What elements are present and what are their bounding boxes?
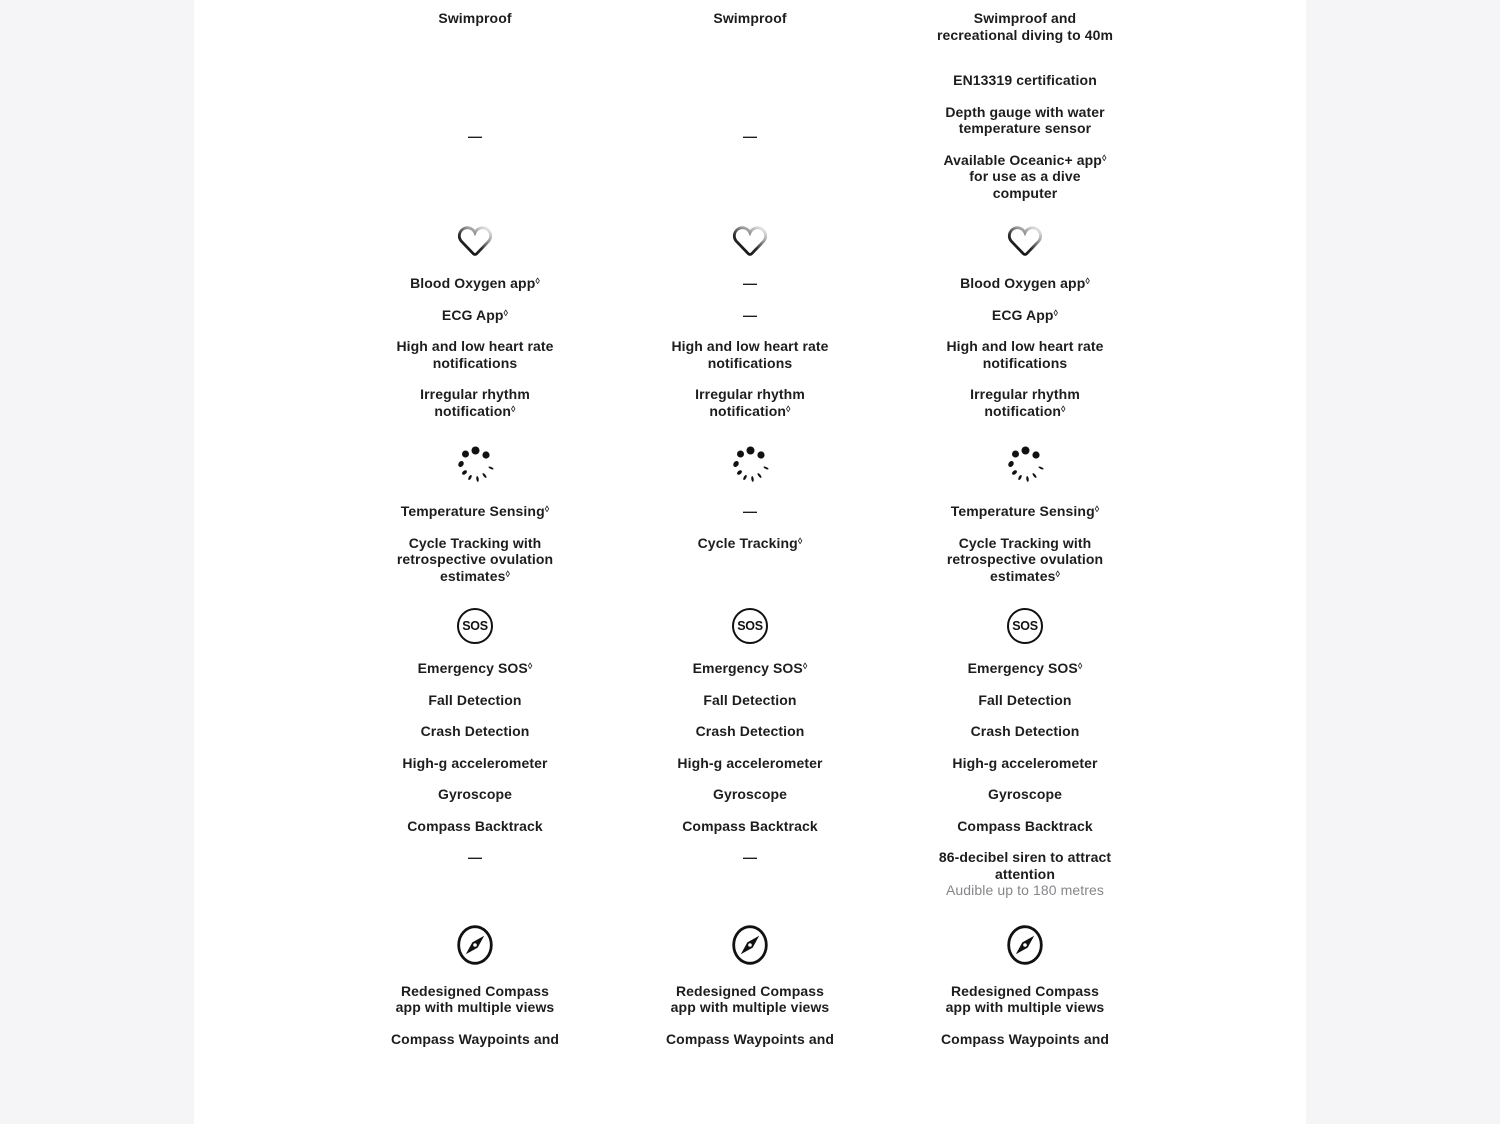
- feature-cell: [888, 723, 1163, 740]
- icon-cell: [888, 608, 1163, 644]
- feature-text: Temperature Sensing◊: [950, 503, 1100, 519]
- row-heart-rate-notifications: [194, 338, 1306, 371]
- feature-text: Emergency SOS◊: [692, 660, 808, 676]
- feature-cell: [888, 786, 1163, 803]
- feature-text: Compass Backtrack: [407, 817, 543, 834]
- feature-cell: [613, 786, 888, 803]
- feature-cell: [338, 723, 613, 740]
- feature-text: Compass Backtrack: [957, 817, 1093, 834]
- feature-text: Compass Waypoints and: [390, 1030, 560, 1047]
- feature-cell: [338, 503, 613, 520]
- feature-text: Gyroscope: [712, 786, 788, 802]
- temperature-sensing-icon: [730, 443, 771, 487]
- icon-cell: [338, 923, 613, 967]
- feature-cell: [338, 307, 613, 324]
- feature-text: Temperature Sensing◊: [400, 503, 550, 519]
- feature-cell: [888, 818, 1163, 835]
- dash-placeholder: —: [742, 849, 758, 865]
- row-swimproof: [194, 10, 1306, 43]
- feature-cell: [888, 660, 1163, 677]
- feature-text: Gyroscope: [987, 786, 1063, 802]
- feature-text: Compass Backtrack: [682, 817, 818, 834]
- row-compass-icons: [194, 923, 1306, 967]
- feature-cell: [338, 10, 613, 27]
- feature-cell: [338, 660, 613, 677]
- feature-text: High-g accelerometer: [952, 754, 1098, 771]
- icon-cell: [613, 225, 888, 259]
- feature-cell: [888, 535, 1163, 585]
- feature-text: Crash Detection: [420, 723, 530, 739]
- feature-cell: [338, 338, 613, 371]
- feature-text: Cycle Tracking◊: [697, 534, 803, 551]
- feature-text: Emergency SOS◊: [967, 660, 1083, 676]
- feature-cell: [338, 128, 613, 145]
- feature-cell: [888, 503, 1163, 520]
- feature-text: Fall Detection: [978, 691, 1072, 708]
- feature-text: Fall Detection: [428, 691, 522, 708]
- sos-icon: SOS: [732, 608, 768, 644]
- feature-text: Available Oceanic+ app◊ for use as a dive computer: [943, 151, 1107, 201]
- feature-cell: [613, 1031, 888, 1048]
- feature-cell: [613, 128, 888, 145]
- row-dive-details: [194, 72, 1306, 201]
- feature-text: Crash Detection: [695, 723, 805, 739]
- feature-cell: [613, 723, 888, 740]
- feature-cell: [338, 535, 613, 585]
- icon-cell: [613, 923, 888, 967]
- feature-cell: [888, 1031, 1163, 1048]
- compare-page: [194, 0, 1306, 1124]
- row-siren: [194, 849, 1306, 899]
- row-ecg: [194, 307, 1306, 324]
- feature-text: High and low heart rate notifications: [946, 338, 1104, 371]
- feature-cell: [613, 386, 888, 419]
- feature-cell: [613, 275, 888, 292]
- row-sos-icons: [194, 608, 1306, 644]
- row-temperature-icons: [194, 443, 1306, 487]
- feature-text: High and low heart rate notifications: [671, 338, 829, 371]
- temperature-sensing-icon: [455, 443, 496, 487]
- feature-cell: [888, 338, 1163, 371]
- row-high-g-accelerometer: [194, 755, 1306, 772]
- feature-cell: [888, 849, 1163, 899]
- feature-text: Cycle Tracking with retrospective ovulation estimates◊: [396, 534, 554, 584]
- row-compass-waypoints: [194, 1031, 1306, 1048]
- feature-cell: [613, 535, 888, 552]
- feature-text: Crash Detection: [970, 723, 1080, 739]
- feature-text: Gyroscope: [437, 786, 513, 802]
- feature-text: Swimproof: [713, 10, 787, 26]
- feature-cell: [613, 660, 888, 677]
- feature-text: Swimproof and recreational diving to 40m: [936, 10, 1114, 43]
- feature-cell: [613, 503, 888, 520]
- feature-text: Emergency SOS◊: [417, 660, 533, 676]
- feature-text: Irregular rhythm notification◊: [695, 386, 805, 419]
- feature-text: Swimproof: [438, 10, 512, 26]
- feature-cell: [338, 275, 613, 292]
- feature-cell: [613, 338, 888, 371]
- feature-cell: [613, 755, 888, 772]
- feature-text: Redesigned Compass app with multiple views: [945, 982, 1105, 1015]
- feature-cell: [613, 983, 888, 1016]
- feature-cell: [338, 849, 613, 866]
- sos-icon: SOS: [1007, 608, 1043, 644]
- row-crash-detection: [194, 723, 1306, 740]
- compass-icon: [1005, 923, 1045, 967]
- feature-cell: [338, 1031, 613, 1048]
- dash-placeholder: —: [742, 306, 758, 323]
- dash-placeholder: —: [467, 128, 483, 145]
- compass-icon: [730, 923, 770, 967]
- feature-text: High-g accelerometer: [677, 754, 823, 771]
- siren-subnote: Audible up to 180 metres: [945, 882, 1105, 898]
- icon-cell: [338, 443, 613, 487]
- row-cycle-tracking: [194, 535, 1306, 585]
- dash-placeholder: —: [742, 128, 758, 145]
- row-fall-detection: [194, 692, 1306, 709]
- icon-cell: [338, 225, 613, 259]
- icon-cell: [613, 608, 888, 644]
- feature-text: Compass Waypoints and: [940, 1030, 1110, 1047]
- feature-text: Cycle Tracking with retrospective ovulation estimates◊: [946, 534, 1104, 584]
- feature-text: Compass Waypoints and: [665, 1030, 835, 1047]
- feature-cell: [338, 786, 613, 803]
- compass-icon: [455, 923, 495, 967]
- feature-cell: [888, 755, 1163, 772]
- feature-text: Depth gauge with water temperature sensor: [945, 103, 1105, 136]
- temperature-sensing-icon: [1005, 443, 1046, 487]
- icon-cell: [888, 443, 1163, 487]
- feature-cell: [888, 275, 1163, 292]
- feature-cell: [888, 386, 1163, 419]
- row-irregular-rhythm: [194, 386, 1306, 419]
- feature-cell: [613, 849, 888, 866]
- row-temperature-sensing: [194, 503, 1306, 520]
- feature-text: Redesigned Compass app with multiple views: [670, 982, 830, 1015]
- feature-text: EN13319 certification: [953, 72, 1097, 88]
- feature-cell: [338, 983, 613, 1016]
- feature-cell: [888, 692, 1163, 709]
- feature-cell: [888, 983, 1163, 1016]
- heart-icon: [730, 225, 770, 259]
- feature-cell: [888, 307, 1163, 324]
- dash-placeholder: —: [742, 503, 758, 519]
- feature-cell: [338, 755, 613, 772]
- feature-cell: [613, 10, 888, 27]
- siren-note: 86-decibel siren to attract attention: [938, 849, 1112, 882]
- feature-text: Irregular rhythm notification◊: [970, 386, 1080, 419]
- row-blood-oxygen: [194, 275, 1306, 292]
- feature-text: Blood Oxygen app◊: [960, 275, 1090, 291]
- row-heart-icons: [194, 225, 1306, 259]
- row-emergency-sos: [194, 660, 1306, 677]
- feature-text: High and low heart rate notifications: [396, 338, 554, 371]
- row-compass-backtrack: [194, 818, 1306, 835]
- icon-cell: [888, 225, 1163, 259]
- feature-text: ECG App◊: [991, 306, 1059, 323]
- feature-cell: [338, 692, 613, 709]
- feature-cell: [888, 10, 1163, 43]
- heart-icon: [455, 225, 495, 259]
- feature-cell: [613, 692, 888, 709]
- row-compass-app: [194, 983, 1306, 1016]
- icon-cell: [338, 608, 613, 644]
- feature-text: Redesigned Compass app with multiple views: [395, 982, 555, 1015]
- feature-cell: [338, 386, 613, 419]
- feature-text: High-g accelerometer: [402, 754, 548, 771]
- icon-cell: [613, 443, 888, 487]
- feature-text: Irregular rhythm notification◊: [420, 386, 530, 419]
- feature-text: Fall Detection: [703, 691, 797, 708]
- row-gyroscope: [194, 786, 1306, 803]
- feature-cell: [888, 72, 1163, 201]
- feature-cell: [613, 307, 888, 324]
- feature-cell: [338, 818, 613, 835]
- feature-text: ECG App◊: [441, 306, 509, 323]
- heart-icon: [1005, 225, 1045, 259]
- sos-icon: SOS: [457, 608, 493, 644]
- dash-placeholder: —: [742, 275, 758, 291]
- feature-text: Blood Oxygen app◊: [410, 275, 540, 291]
- icon-cell: [888, 923, 1163, 967]
- dash-placeholder: —: [467, 849, 483, 865]
- feature-cell: [613, 818, 888, 835]
